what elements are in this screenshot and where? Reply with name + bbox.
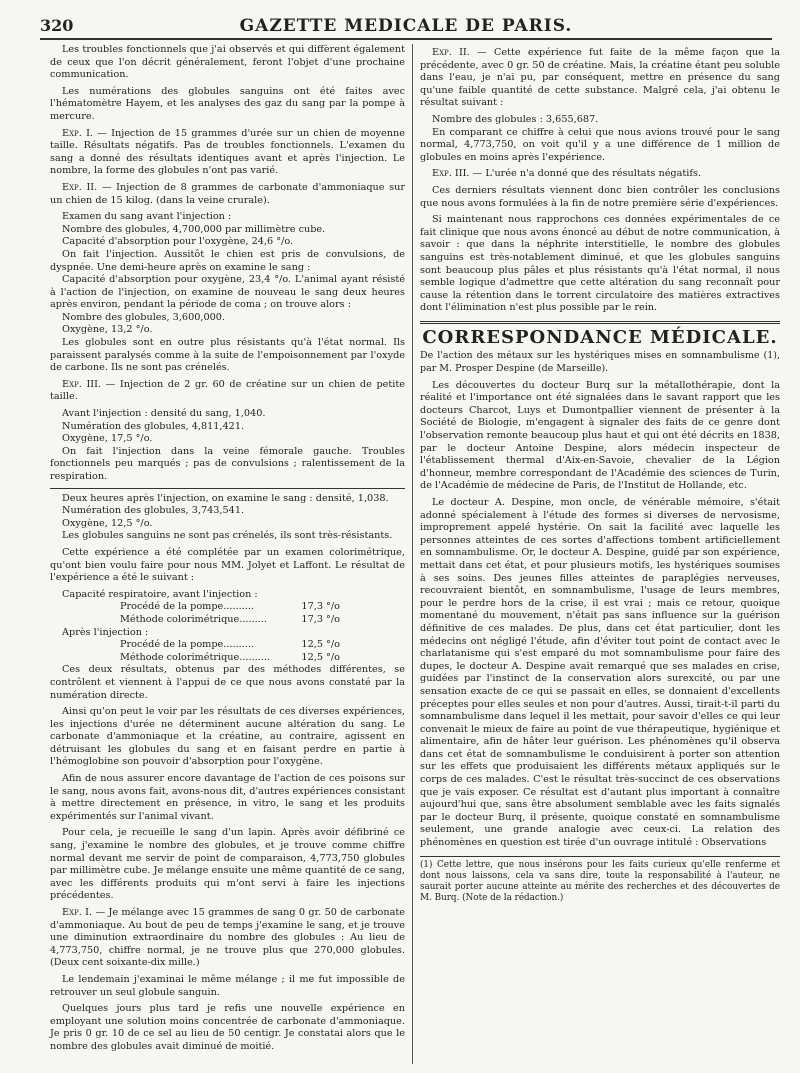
correspondence-section: [420, 321, 780, 904]
experiment-text: — Injection de 2 gr. 60 de créatine sur un chien de petite taille.: [50, 378, 405, 403]
measure-row: [120, 601, 340, 614]
measure-label: Procédé de la pompe..........: [120, 639, 255, 651]
experiment-text: — Je mélange avec 15 grammes de sang 0 gr. 50 de carbonate d'ammoniaque. Au bout de peu de temps j'examine le sang, et je trouve une diminution extraordinaire du nombre des globules : Au lieu de 4,773,750, chiffre normal, je ne trouve plus que 270,000 globules. (Deux cent soixante-dix mille.): [50, 907, 405, 969]
paragraph: Ainsi qu'on peut le voir par les résultats de ces diverses expériences, les injections d'urée ne déterminent aucune altération du sang. Le carbonate d'ammoniaque et la créatine, au contraire, agissent en détruisant les globules du sang et en faisant perdre en partie à l'hémoglobine son pouvoir d'absorption pour l'oxygène.: [50, 706, 405, 768]
result-line: Oxygène, 12,5 °/o.: [62, 517, 153, 529]
experiment-label: Exp. II.: [432, 47, 470, 58]
experiment-paragraph: [50, 379, 405, 404]
result-line: On fait l'injection dans la veine fémorale gauche. Troubles fonctionnels peu marqués ; pas de convulsions ; ralentissement de la respiration.: [50, 445, 405, 482]
footnote: (1) Cette lettre, que nous insérons pour les faits curieux qu'elle renferme et dont nous laissons, cela va sans dire, toute la responsabilité à l'auteur, ne saurait porter aucune atteinte au mérite des recherches et des découvertes de M. Burq. (Note de la rédaction.): [420, 856, 780, 904]
experiment-text: — L'urée n'a donné que des résultats négatifs.: [472, 168, 702, 180]
result-line: Capacité d'absorption pour oxygène, 23,4 °/o. L'animal ayant résisté à l'action de l'injection, on examine de nouveau le sang deux heures après environ, pendant la période de coma ; on trouve alors :: [50, 274, 405, 311]
experiment-paragraph: [50, 182, 405, 207]
result-line: Nombre des globules, 3,600,000.: [62, 311, 226, 323]
measure-label: Méthode colorimétrique..........: [120, 651, 271, 663]
measure-row: [120, 614, 340, 627]
paragraph: En comparant ce chiffre à celui que nous avions trouvé pour le sang normal, 4,773,750, on voit qu'il y a une différence de 1 million de globules en moins après l'expérience.: [420, 126, 780, 163]
paragraph: Pour cela, je recueille le sang d'un lapin. Après avoir défibriné ce sang, j'examine le nombre des globules, et je trouve comme chiffre normal devant me servir de point de comparaison, 4,773,750 globules par millimètre cube. Je mélange ensuite une même quantité de ce sang, avec les différents produits qui m'ont servi à faire les injections précédentes.: [50, 827, 405, 902]
experiment-paragraph: [420, 47, 780, 110]
result-line: Avant l'injection : densité du sang, 1,040.: [62, 408, 266, 420]
experiment-paragraph: [420, 168, 780, 181]
measure-value: 17,3 °/o: [301, 613, 340, 625]
result-line: Nombre des globules, 4,700,000 par millimètre cube.: [62, 223, 326, 235]
measure-heading: Capacité respiratoire, avant l'injection :: [62, 588, 258, 600]
measure-heading: Après l'injection :: [62, 626, 149, 638]
paragraph: Si maintenant nous rapprochons ces données expérimentales de ce fait clinique que nous avons énoncé au début de notre communication, à savoir : que dans la néphrite interstitielle, le nombre des globules sanguins est très-notablement diminué, et que les globules sanguins sont beaucoup plus pâles et plus résistants qu'à l'état normal, il nous semble logique d'admettre que cette altération du sang reconnaît pour cause la rétention dans le torrent circulatoire des matières extractives dont l'élimination n'est plus possible par le rein.: [420, 214, 780, 314]
result-line: Oxygène, 17,5 °/o.: [62, 433, 153, 445]
paragraph: Ces deux résultats, obtenus par des méthodes différentes, se contrôlent et viennent à l'appui de ce que nous avons constaté par la numération directe.: [50, 664, 405, 701]
measure-value: 12,5 °/o: [301, 639, 340, 651]
page-number: 320: [40, 16, 74, 35]
paragraph: Le docteur A. Despine, mon oncle, de vénérable mémoire, s'était adonné spécialement à l'étude des formes si diverses de nervosisme, improprement appelé hystérie. On sait la facilité avec laquelle les personnes atteintes de ces sortes d'affections tombent artificiellement en somnambulisme. Or, le docteur A. Despine, guidé par son expérience, mettait dans cet état, et pour plusieurs motifs, les hystériques soumises à ses soins. Des jeunes filles atteintes de paraplégies nerveuses, recouvraient bientôt, en somnambulisme, l'usage de leurs membres, pour le perdre hors de la crise, il est vrai ; mais ce retour, quoique momentané du mouvement, n'était pas sans influence sur la guérison définitive de ces malades. De plus, dans cet état particulier, dont les médecins ont négligé l'étude, afin d'éviter tout point de contact avec le charlatanisme qui s'est emparé du mot somnambulisme pour faire des dupes, le docteur A. Despine avait remarqué que ses malades en crise, guidées par l'instinct de la conservation alors surexcité, ou par une sensation exacte de ce qui se passait en elles, se donnaient d'excellents préceptes pour elles seules et non pour d'autres. Aussi, tirait-t-il parti du somnambulisme dans lequel il les mettait, pour savoir d'elles ce qui leur convenait le mieux de faire au point de vue thérapeutique, hygiénique et alimentaire, afin de hâter leur guérison. Les phénomènes qu'il observa dans cet état de somnambulisme le conduisirent à porter son attention sur les effets que produisaient les différents métaux appliqués sur le corps de ces malades. C'est le résultat très-succinct de ces observations que je vais exposer. Ce résultat est d'autant plus important à connaître aujourd'hui que, sans être absolument semblable avec les faits signalés par le docteur Burq, il présente, quoique constaté en somnambulisme seulement, une grande analogie avec ceux-ci. La relation des phénomènes en question est tirée d'un ouvrage intitulé : Observations: [420, 497, 780, 849]
experiment-text: — Injection de 15 grammes d'urée sur un chien de moyenne taille. Résultats négatifs. Pas de troubles fonctionnels. L'examen du sang a donné des résultats identiques avant et après l'injection. Le nombre, la forme des globules n'ont pas varié.: [50, 127, 405, 177]
result-line: Oxygène, 13,2 °/o.: [62, 324, 153, 336]
experiment-label: Exp. III.: [432, 168, 470, 180]
measure-row: [120, 652, 340, 665]
section-title: CORRESPONDANCE MÉDICALE.: [422, 326, 778, 348]
paragraph: Ces derniers résultats viennent donc bien contrôler les conclusions que nous avons formulées à la fin de notre première série d'expériences.: [420, 184, 780, 209]
journal-title: GAZETTE MEDICALE DE PARIS.: [239, 16, 573, 36]
measure-value: 12,5 °/o: [301, 651, 340, 663]
experiment-text: — Injection de 8 grammes de carbonate d'ammoniaque sur un chien de 15 kilog. (dans la veine crurale).: [50, 181, 405, 206]
result-line: Numération des globules, 4,811,421.: [62, 420, 245, 432]
experiment-label: Exp. I.: [62, 907, 93, 918]
column-divider: [412, 44, 413, 1064]
measure-label: Procédé de la pompe..........: [120, 601, 255, 613]
result-line: Nombre des globules : 3,655,687.: [432, 113, 599, 125]
result-line: Examen du sang avant l'injection :: [62, 211, 232, 223]
paragraph: Les globules sanguins ne sont pas crénelés, ils sont très-résistants.: [62, 530, 393, 542]
measure-value: 17,3 °/o: [301, 601, 340, 613]
measure-row: [120, 639, 340, 652]
experiment-label: Exp. III.: [62, 378, 101, 390]
measure-label: Méthode colorimétrique.........: [120, 613, 267, 625]
section-subtitle: De l'action des métaux sur les hystériques mises en somnambulisme (1), par M. Prosper Despine (de Marseille).: [420, 350, 780, 375]
paragraph: Les troubles fonctionnels que j'ai observés et qui diffèrent également de ceux que l'on décrit généralement, feront l'objet d'une prochaine communication.: [50, 44, 405, 81]
result-line: Deux heures après l'injection, on examine le sang : densité, 1,038.: [62, 492, 389, 504]
experiment-label: Exp. I.: [62, 127, 93, 139]
right-column: [420, 44, 780, 904]
paragraph: Les numérations des globules sanguins ont été faites avec l'hématomètre Hayem, et les analyses des gaz du sang par la pompe à mercure.: [50, 85, 405, 122]
paragraph: Cette expérience a été complétée par un examen colorimétrique, qu'ont bien voulu faire pour nous MM. Jolyet et Laffont. Le résultat de l'expérience a été le suivant :: [50, 546, 405, 584]
result-line: On fait l'injection. Aussitôt le chien est pris de convulsions, de dyspnée. Une demi-heure après on examine le sang :: [50, 248, 405, 273]
experiment-paragraph: [50, 907, 405, 970]
paragraph: Quelques jours plus tard je refis une nouvelle expérience en employant une solution moins concentrée de carbonate d'ammoniaque. Je pris 0 gr. 10 de ce sel au lieu de 50 centigr. Je constatai alors que le nombre des globules avait diminué de moitié.: [50, 1003, 405, 1052]
divider: [50, 488, 405, 489]
experiment-text: — Cette expérience fut faite de la même façon que la précédente, avec 0 gr. 50 de créatine. Mais, la créatine étant peu soluble dans l'eau, je n'ai pu, par conséquent, mettre en présence du sang qu'une faible quantité de cette substance. Malgré cela, j'ai obtenu le résultat suivant :: [420, 47, 780, 109]
paragraph: Les découvertes du docteur Burq sur la métallothérapie, dont la réalité et l'importance ont été signalées dans le savant rapport que les docteurs Charcot, Luys et Dumontpallier viennent de présenter à la Société de Biologie, m'engagent à signaler des faits de ce genre dont l'observation remonte beaucoup plus haut et qui ont été décrits en 1838, par le docteur Antoine Despine, alors médecin inspecteur de l'établissement thermal d'Aix-en-Savoie, chevalier de la Légion d'honneur, membre correspondant de l'Académie des sciences de Turin, de l'Académie de médecine de Paris, de l'Institut de Hollande, etc.: [420, 379, 780, 492]
result-line: Numération des globules, 3,743,541.: [62, 505, 245, 517]
paragraph: Les globules sont en outre plus résistants qu'à l'état normal. Ils paraissent paralysés comme à la suite de l'empoisonnement par l'oxyde de carbone. Ils ne sont pas crénelés.: [50, 337, 405, 374]
result-line: Capacité d'absorption pour l'oxygène, 24,6 °/o.: [62, 236, 294, 248]
paragraph: Le lendemain j'examinai le même mélange ; il me fut impossible de retrouver un seul globule sanguin.: [50, 973, 405, 998]
experiment-paragraph: [50, 128, 405, 178]
experiment-label: Exp. II.: [62, 181, 98, 193]
paragraph: Afin de nous assurer encore davantage de l'action de ces poisons sur le sang, nous avons fait, avons-nous dit, d'autres expériences consistant à mettre directement en présence, in vitro, le sang et les produits expérimentés sur l'animal vivant.: [50, 773, 405, 822]
page-header: [40, 10, 772, 40]
left-column: [50, 44, 405, 1058]
